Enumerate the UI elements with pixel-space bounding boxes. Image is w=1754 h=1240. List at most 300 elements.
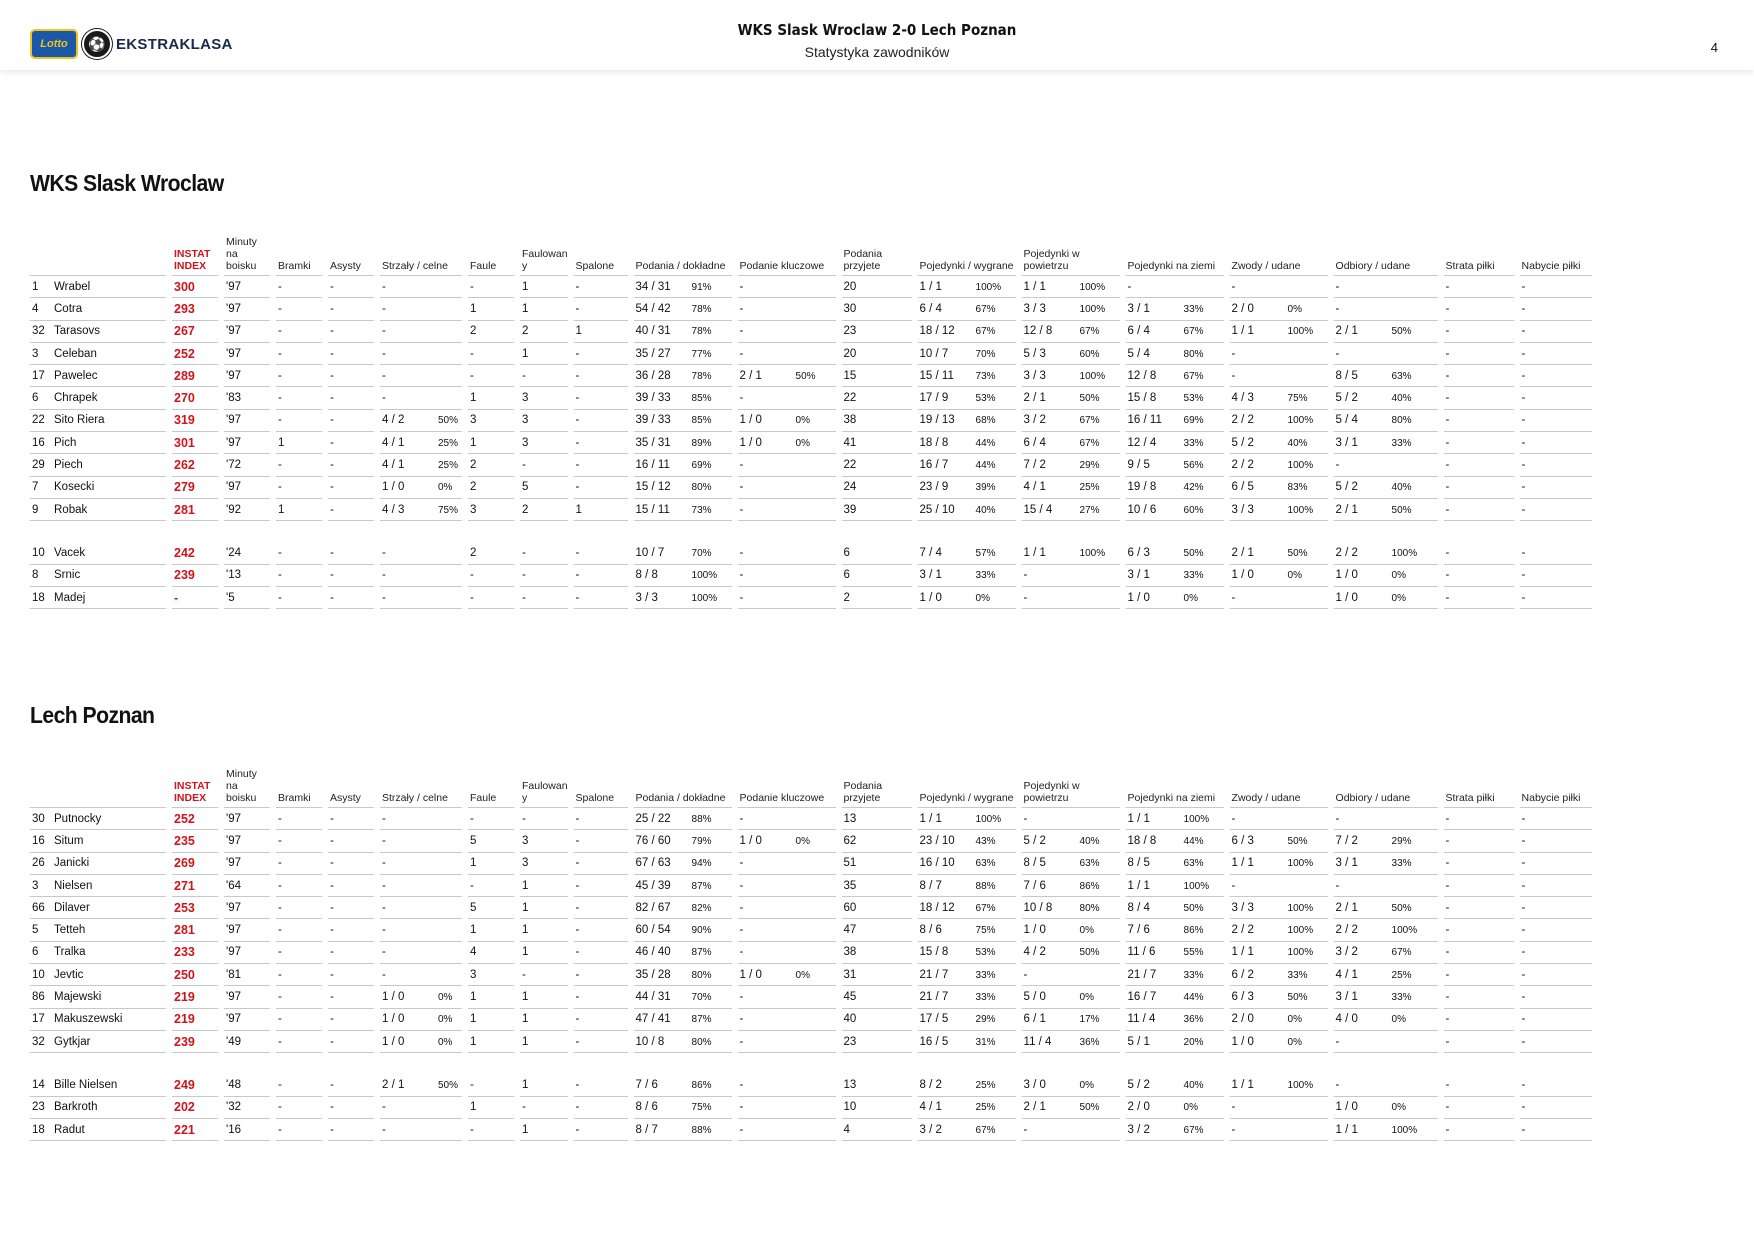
cell-goals: -: [276, 1031, 322, 1053]
percent: 0%: [1391, 570, 1406, 582]
value: 36 / 28: [635, 369, 671, 382]
percent: 50%: [1287, 835, 1308, 847]
value: 5 / 4: [1335, 414, 1358, 427]
cell-key-passes: -: [738, 565, 836, 587]
percent: 40%: [1183, 1079, 1204, 1091]
cell-instat-index: 219: [172, 1009, 218, 1031]
shirt-number: 4: [32, 302, 39, 315]
cell-offsides: -: [574, 919, 628, 941]
cell-goals: -: [276, 542, 322, 564]
cell-passes: [634, 986, 732, 1008]
player-row: [30, 587, 1592, 609]
percent: 40%: [1287, 437, 1308, 449]
cell-instat-index: 252: [172, 343, 218, 365]
cell-ground-duels: [1126, 542, 1224, 564]
percent: 0%: [1391, 1014, 1406, 1026]
cell-fouled: 3: [520, 387, 568, 409]
value: 9 / 5: [1127, 459, 1150, 472]
cell-player: [30, 365, 166, 387]
cell-shots: -: [380, 542, 462, 564]
cell-fouls: -: [468, 808, 514, 830]
cell-shots: [380, 410, 462, 432]
cell-instat-index: 202: [172, 1097, 218, 1119]
column-header-assists: Asysty: [328, 236, 374, 276]
cell-dribbles: [1230, 942, 1328, 964]
percent: 0%: [1391, 592, 1406, 604]
cell-goals: -: [276, 830, 322, 852]
player-row: [30, 454, 1592, 476]
percent: 79%: [691, 835, 712, 847]
percent: 100%: [1183, 880, 1210, 892]
cell-ball-recovery: -: [1520, 276, 1592, 298]
cell-ground-duels: [1126, 454, 1224, 476]
value: 4 / 3: [382, 503, 405, 516]
percent: 100%: [1287, 326, 1314, 338]
cell-tackles: [1334, 387, 1438, 409]
value: 16 / 11: [1127, 414, 1162, 427]
value: 4 / 2: [382, 414, 405, 427]
player-row: [30, 830, 1592, 852]
cell-shots: -: [380, 808, 462, 830]
column-header-tackles: Odbiory / udane: [1334, 768, 1438, 808]
cell-key-passes: -: [738, 542, 836, 564]
player-name: Barkroth: [54, 1101, 98, 1114]
shirt-number: 18: [32, 591, 45, 604]
cell-dribbles: [1230, 1009, 1328, 1031]
player-row: [30, 298, 1592, 320]
cell-ball-loss: -: [1444, 897, 1514, 919]
cell-key-passes: [738, 365, 836, 387]
cell-instat-index: 219: [172, 986, 218, 1008]
player-row: [30, 1074, 1592, 1096]
cell-ground-duels: [1126, 897, 1224, 919]
cell-ball-recovery: -: [1520, 321, 1592, 343]
column-header-minutes: Minuty na boisku: [224, 236, 270, 276]
value: 25 / 22: [635, 812, 671, 825]
player-name: Vacek: [54, 546, 86, 559]
cell-player: [30, 387, 166, 409]
cell-received-passes: 41: [842, 432, 912, 454]
player-name: Srnic: [54, 569, 81, 582]
cell-key-passes: [738, 830, 836, 852]
cell-shots: [380, 986, 462, 1008]
cell-fouled: 2: [520, 321, 568, 343]
player-name: Wrabel: [54, 280, 91, 293]
cell-tackles: [1334, 897, 1438, 919]
cell-ground-duels: [1126, 410, 1224, 432]
percent: 17%: [1079, 1014, 1100, 1026]
player-name: Madej: [54, 591, 86, 604]
cell-key-passes: -: [738, 1097, 836, 1119]
cell-aerial-duels: [1022, 542, 1120, 564]
cell-ball-loss: -: [1444, 942, 1514, 964]
percent: 40%: [975, 504, 996, 516]
cell-ball-recovery: -: [1520, 499, 1592, 521]
cell-instat-index: 242: [172, 542, 218, 564]
cell-duels: [918, 853, 1016, 875]
percent: 69%: [691, 460, 712, 472]
cell-passes: [634, 454, 732, 476]
cell-offsides: -: [574, 542, 628, 564]
value: 6 / 3: [1127, 546, 1150, 559]
cell-ball-loss: -: [1444, 477, 1514, 499]
cell-fouls: 4: [468, 942, 514, 964]
cell-minutes: '97: [224, 410, 270, 432]
cell-passes: [634, 321, 732, 343]
cell-ball-loss: -: [1444, 499, 1514, 521]
value: 35 / 28: [635, 968, 671, 981]
cell-key-passes: -: [738, 853, 836, 875]
cell-player: [30, 276, 166, 298]
player-name: Cotra: [54, 302, 83, 315]
cell-passes: [634, 276, 732, 298]
value: 34 / 31: [635, 280, 671, 293]
cell-dribbles: [1230, 477, 1328, 499]
cell-minutes: '97: [224, 343, 270, 365]
player-name: Bille Nielsen: [54, 1078, 118, 1091]
cell-shots: [380, 454, 462, 476]
percent: 68%: [975, 415, 996, 427]
cell-aerial-duels: [1022, 1031, 1120, 1053]
value: 16 / 7: [919, 459, 949, 472]
cell-assists: -: [328, 587, 374, 609]
percent: 100%: [1287, 858, 1314, 870]
cell-offsides: -: [574, 897, 628, 919]
value: 3 / 1: [1335, 857, 1358, 870]
shirt-number: 17: [32, 1013, 45, 1026]
cell-duels: [918, 365, 1016, 387]
cell-key-passes: [738, 410, 836, 432]
cell-dribbles: [1230, 410, 1328, 432]
cell-dribbles: [1230, 542, 1328, 564]
shirt-number: 9: [32, 503, 39, 516]
value: 4 / 1: [919, 1101, 942, 1114]
cell-shots: -: [380, 387, 462, 409]
value: 1 / 0: [1231, 1035, 1254, 1048]
value: 5 / 1: [1127, 1035, 1150, 1048]
cell-offsides: -: [574, 343, 628, 365]
percent: 67%: [1079, 415, 1100, 427]
cell-fouled: -: [520, 542, 568, 564]
percent: 67%: [1183, 326, 1204, 338]
cell-duels: [918, 410, 1016, 432]
player-row: [30, 499, 1592, 521]
value: 12 / 8: [1023, 325, 1053, 338]
cell-key-passes: [738, 964, 836, 986]
percent: 88%: [975, 880, 996, 892]
cell-ball-recovery: -: [1520, 343, 1592, 365]
cell-assists: -: [328, 964, 374, 986]
cell-assists: -: [328, 387, 374, 409]
value: 2 / 1: [1335, 901, 1358, 914]
column-header-tackles: Odbiory / udane: [1334, 236, 1438, 276]
column-header-ball-recovery: Nabycie piłki: [1520, 768, 1592, 808]
cell-passes: [634, 542, 732, 564]
cell-offsides: -: [574, 1074, 628, 1096]
cell-fouled: 3: [520, 830, 568, 852]
value: 2 / 2: [1231, 459, 1254, 472]
shirt-number: 32: [32, 325, 45, 338]
percent: 29%: [1391, 835, 1412, 847]
cell-ball-recovery: -: [1520, 897, 1592, 919]
cell-duels: [918, 298, 1016, 320]
cell-received-passes: 6: [842, 542, 912, 564]
lotto-logo-text: Lotto: [40, 38, 68, 50]
value: 11 / 4: [1127, 1013, 1156, 1026]
cell-instat-index: 239: [172, 1031, 218, 1053]
cell-assists: -: [328, 875, 374, 897]
cell-key-passes: -: [738, 942, 836, 964]
percent: 67%: [1079, 326, 1100, 338]
percent: 67%: [1183, 1124, 1204, 1136]
shirt-number: 6: [32, 392, 39, 405]
cell-fouled: -: [520, 565, 568, 587]
shirt-number: 26: [32, 857, 45, 870]
cell-ball-recovery: -: [1520, 875, 1592, 897]
cell-received-passes: 39: [842, 499, 912, 521]
cell-ground-duels: [1126, 432, 1224, 454]
column-header-duels: Pojedynki / wygrane: [918, 768, 1016, 808]
column-header-key-passes: Podanie kluczowe: [738, 768, 836, 808]
cell-duels: [918, 875, 1016, 897]
cell-goals: 1: [276, 432, 322, 454]
percent: 80%: [1183, 348, 1204, 360]
column-header-dribbles: Zwody / udane: [1230, 236, 1328, 276]
cell-ground-duels: [1126, 387, 1224, 409]
cell-player: [30, 410, 166, 432]
value: 6 / 2: [1231, 968, 1254, 981]
percent: 89%: [691, 437, 712, 449]
percent: 100%: [1079, 281, 1106, 293]
value: 10 / 7: [919, 347, 949, 360]
cell-assists: -: [328, 542, 374, 564]
value: 3 / 3: [1023, 369, 1046, 382]
cell-fouls: -: [468, 1074, 514, 1096]
cell-dribbles: -: [1230, 276, 1328, 298]
cell-aerial-duels: [1022, 321, 1120, 343]
column-header-ball-loss: Strata piłki: [1444, 236, 1514, 276]
cell-minutes: '48: [224, 1074, 270, 1096]
cell-ball-recovery: -: [1520, 565, 1592, 587]
cell-fouled: -: [520, 365, 568, 387]
cell-fouls: 1: [468, 1097, 514, 1119]
cell-offsides: -: [574, 432, 628, 454]
value: 6 / 3: [1231, 834, 1254, 847]
column-header-ground-duels: Pojedynki na ziemi: [1126, 236, 1224, 276]
cell-received-passes: 13: [842, 1074, 912, 1096]
cell-aerial-duels: [1022, 298, 1120, 320]
value: 6 / 4: [919, 302, 942, 315]
cell-dribbles: [1230, 321, 1328, 343]
cell-offsides: 1: [574, 499, 628, 521]
percent: 57%: [975, 547, 996, 559]
cell-dribbles: -: [1230, 587, 1328, 609]
cell-key-passes: -: [738, 1009, 836, 1031]
cell-offsides: -: [574, 1119, 628, 1141]
cell-player: [30, 919, 166, 941]
column-header-received-passes: Podania przyjete: [842, 236, 912, 276]
value: 3 / 2: [1023, 414, 1046, 427]
value: 4 / 3: [1231, 392, 1254, 405]
cell-minutes: '49: [224, 1031, 270, 1053]
cell-minutes: '97: [224, 477, 270, 499]
cell-aerial-duels: [1022, 387, 1120, 409]
cell-tackles: -: [1334, 276, 1438, 298]
cell-minutes: '97: [224, 808, 270, 830]
player-name: Tetteh: [54, 924, 86, 937]
cell-received-passes: 10: [842, 1097, 912, 1119]
percent: 87%: [691, 1014, 712, 1026]
value: 2 / 0: [1127, 1101, 1150, 1114]
cell-fouled: -: [520, 808, 568, 830]
cell-passes: [634, 1031, 732, 1053]
cell-duels: [918, 276, 1016, 298]
cell-assists: -: [328, 897, 374, 919]
column-header-dribbles: Zwody / udane: [1230, 768, 1328, 808]
cell-passes: [634, 587, 732, 609]
percent: 50%: [1183, 902, 1204, 914]
cell-received-passes: 40: [842, 1009, 912, 1031]
percent: 82%: [691, 902, 712, 914]
value: 10 / 8: [1023, 901, 1053, 914]
cell-ground-duels: [1126, 499, 1224, 521]
percent: 25%: [438, 437, 459, 449]
cell-player: [30, 587, 166, 609]
percent: 88%: [691, 1124, 712, 1136]
spacer-cell: [30, 521, 1592, 542]
cell-received-passes: 23: [842, 1031, 912, 1053]
cell-fouls: -: [468, 875, 514, 897]
cell-fouled: -: [520, 587, 568, 609]
value: 1 / 0: [1335, 1101, 1358, 1114]
value: 15 / 8: [919, 946, 949, 959]
cell-ground-duels: [1126, 830, 1224, 852]
team-title-slask: WKS Slask Wroclaw: [30, 170, 224, 196]
cell-aerial-duels: -: [1022, 808, 1120, 830]
player-name: Radut: [54, 1123, 85, 1136]
cell-dribbles: [1230, 1074, 1328, 1096]
value: 8 / 5: [1127, 857, 1150, 870]
cell-goals: -: [276, 942, 322, 964]
percent: 75%: [975, 925, 996, 937]
percent: 40%: [1391, 393, 1412, 405]
cell-assists: -: [328, 986, 374, 1008]
cell-received-passes: 15: [842, 365, 912, 387]
shirt-number: 29: [32, 459, 45, 472]
cell-passes: [634, 410, 732, 432]
percent: 33%: [1391, 858, 1412, 870]
percent: 86%: [691, 1079, 712, 1091]
cell-dribbles: -: [1230, 1097, 1328, 1119]
column-header-key-passes: Podanie kluczowe: [738, 236, 836, 276]
cell-ground-duels: [1126, 365, 1224, 387]
percent: 100%: [1079, 303, 1106, 315]
cell-player: [30, 432, 166, 454]
player-row: [30, 875, 1592, 897]
value: 25 / 10: [919, 503, 955, 516]
cell-key-passes: -: [738, 477, 836, 499]
cell-tackles: -: [1334, 875, 1438, 897]
player-row: [30, 542, 1592, 564]
cell-duels: [918, 964, 1016, 986]
cell-ground-duels: -: [1126, 276, 1224, 298]
player-name: Chrapek: [54, 392, 98, 405]
cell-dribbles: [1230, 897, 1328, 919]
cell-shots: -: [380, 964, 462, 986]
cell-key-passes: -: [738, 321, 836, 343]
percent: 80%: [1079, 902, 1100, 914]
value: 6 / 3: [1231, 991, 1254, 1004]
shirt-number: 22: [32, 414, 45, 427]
percent: 86%: [1079, 880, 1100, 892]
cell-ball-loss: -: [1444, 919, 1514, 941]
value: 16 / 7: [1127, 991, 1157, 1004]
column-header-passes: Podania / dokładne: [634, 236, 732, 276]
shirt-number: 66: [32, 901, 45, 914]
cell-key-passes: -: [738, 387, 836, 409]
percent: 25%: [975, 1079, 996, 1091]
value: 23 / 10: [919, 834, 955, 847]
cell-assists: -: [328, 276, 374, 298]
cell-passes: [634, 365, 732, 387]
cell-duels: [918, 432, 1016, 454]
cell-player: [30, 1119, 166, 1141]
cell-duels: [918, 454, 1016, 476]
percent: 67%: [975, 1124, 996, 1136]
cell-key-passes: -: [738, 1031, 836, 1053]
value: 2 / 1: [382, 1078, 405, 1091]
cell-fouled: 1: [520, 942, 568, 964]
cell-offsides: -: [574, 565, 628, 587]
cell-offsides: -: [574, 830, 628, 852]
player-row: [30, 432, 1592, 454]
cell-fouls: 1: [468, 1031, 514, 1053]
cell-ball-loss: -: [1444, 1031, 1514, 1053]
header-row: [30, 768, 1592, 808]
match-title: WKS Slask Wroclaw 2-0 Lech Poznan: [737, 21, 1017, 39]
cell-minutes: '97: [224, 365, 270, 387]
player-row: [30, 321, 1592, 343]
player-name: Pawelec: [54, 369, 98, 382]
percent: 86%: [1183, 925, 1204, 937]
value: 8 / 7: [919, 879, 942, 892]
cell-aerial-duels: [1022, 875, 1120, 897]
value: 12 / 4: [1127, 436, 1157, 449]
value: 3 / 1: [1335, 436, 1358, 449]
player-row: [30, 365, 1592, 387]
cell-instat-index: 269: [172, 853, 218, 875]
cell-assists: -: [328, 1097, 374, 1119]
column-header-shots: Strzały / celne: [380, 768, 462, 808]
value: 16 / 11: [635, 459, 670, 472]
percent: 36%: [1183, 1014, 1204, 1026]
cell-goals: -: [276, 808, 322, 830]
percent: 100%: [691, 570, 718, 582]
cell-goals: -: [276, 1074, 322, 1096]
cell-ball-loss: -: [1444, 321, 1514, 343]
cell-instat-index: 235: [172, 830, 218, 852]
value: 1 / 0: [1335, 591, 1358, 604]
cell-passes: [634, 853, 732, 875]
percent: 100%: [1287, 947, 1314, 959]
cell-instat-index: 270: [172, 387, 218, 409]
cell-player: [30, 542, 166, 564]
cell-player: [30, 477, 166, 499]
cell-received-passes: 4: [842, 1119, 912, 1141]
percent: 40%: [1079, 835, 1100, 847]
cell-fouled: 3: [520, 432, 568, 454]
column-header-aerial-duels: Pojedynki w powietrzu: [1022, 768, 1120, 808]
